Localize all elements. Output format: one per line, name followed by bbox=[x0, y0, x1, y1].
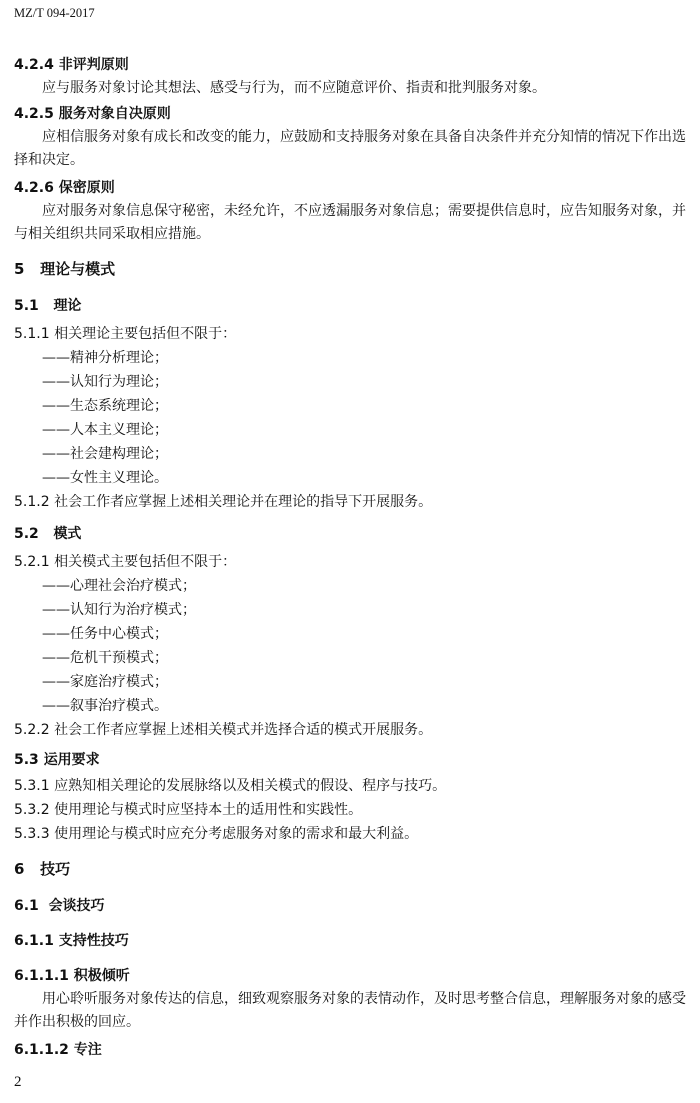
list-item: ——认知行为治疗模式； bbox=[42, 602, 196, 618]
clause-5-2-2: 5.2.2 社会工作者应掌握上述相关模式并选择合适的模式开展服务。 bbox=[14, 722, 433, 738]
paragraph-6-1-1-1: 用心聆听服务对象传达的信息，细致观察服务对象的表情动作，及时思考整合信息，理解服务对象的感受并作出积极的回应。 bbox=[14, 991, 686, 1030]
list-item: ——叙事治疗模式。 bbox=[42, 698, 168, 714]
document-code-header: MZ/T 094-2017 bbox=[14, 6, 95, 20]
list-item: ——危机干预模式； bbox=[42, 650, 168, 666]
heading-4-2-5: 4.2.5 服务对象自决原则 bbox=[14, 106, 171, 122]
heading-6-1-1-2: 6.1.1.2 专注 bbox=[14, 1042, 102, 1058]
clause-5-2-1: 5.2.1 相关模式主要包括但不限于： bbox=[14, 554, 237, 570]
heading-6-1: 6.1 会谈技巧 bbox=[14, 898, 105, 914]
paragraph-4-2-4: 应与服务对象讨论其想法、感受与行为，而不应随意评价、指责和批判服务对象。 bbox=[42, 80, 546, 96]
model-list bbox=[14, 574, 698, 718]
heading-5-2: 5.2 模式 bbox=[14, 526, 82, 542]
clause-5-1-2: 5.1.2 社会工作者应掌握上述相关理论并在理论的指导下开展服务。 bbox=[14, 494, 433, 510]
theory-list bbox=[14, 346, 698, 490]
heading-5-3: 5.3 运用要求 bbox=[14, 752, 100, 768]
heading-4-2-4: 4.2.4 非评判原则 bbox=[14, 57, 129, 73]
list-item: ——女性主义理论。 bbox=[42, 470, 168, 486]
clause-5-3-3: 5.3.3 使用理论与模式时应充分考虑服务对象的需求和最大利益。 bbox=[14, 826, 419, 842]
heading-6-1-1: 6.1.1 支持性技巧 bbox=[14, 933, 129, 949]
list-item: ——精神分析理论； bbox=[42, 350, 168, 366]
list-item: ——生态系统理论； bbox=[42, 398, 168, 414]
heading-5: 5 理论与模式 bbox=[14, 260, 116, 278]
page-content bbox=[14, 53, 698, 1062]
clause-5-3-2: 5.3.2 使用理论与模式时应坚持本土的适用性和实践性。 bbox=[14, 802, 363, 818]
heading-6: 6 技巧 bbox=[14, 860, 71, 878]
list-item: ——认知行为理论； bbox=[42, 374, 168, 390]
list-item: ——家庭治疗模式； bbox=[42, 674, 168, 690]
clause-5-1-1: 5.1.1 相关理论主要包括但不限于： bbox=[14, 326, 237, 342]
page-number: 2 bbox=[14, 1074, 22, 1090]
list-item: ——心理社会治疗模式； bbox=[42, 578, 196, 594]
heading-5-1: 5.1 理论 bbox=[14, 298, 82, 314]
heading-6-1-1-1: 6.1.1.1 积极倾听 bbox=[14, 968, 130, 984]
paragraph-4-2-5: 应相信服务对象有成长和改变的能力，应鼓励和支持服务对象在具备自决条件并充分知情的情况下作出选择和决定。 bbox=[14, 129, 686, 168]
heading-4-2-6: 4.2.6 保密原则 bbox=[14, 180, 115, 196]
list-item: ——任务中心模式； bbox=[42, 626, 168, 642]
paragraph-4-2-6: 应对服务对象信息保守秘密，未经允许，不应透漏服务对象信息；需要提供信息时，应告知服务对象，并与相关组织共同采取相应措施。 bbox=[14, 203, 686, 242]
list-item: ——人本主义理论； bbox=[42, 422, 168, 438]
clause-5-3-1: 5.3.1 应熟知相关理论的发展脉络以及相关模式的假设、程序与技巧。 bbox=[14, 778, 447, 794]
list-item: ——社会建构理论； bbox=[42, 446, 168, 462]
